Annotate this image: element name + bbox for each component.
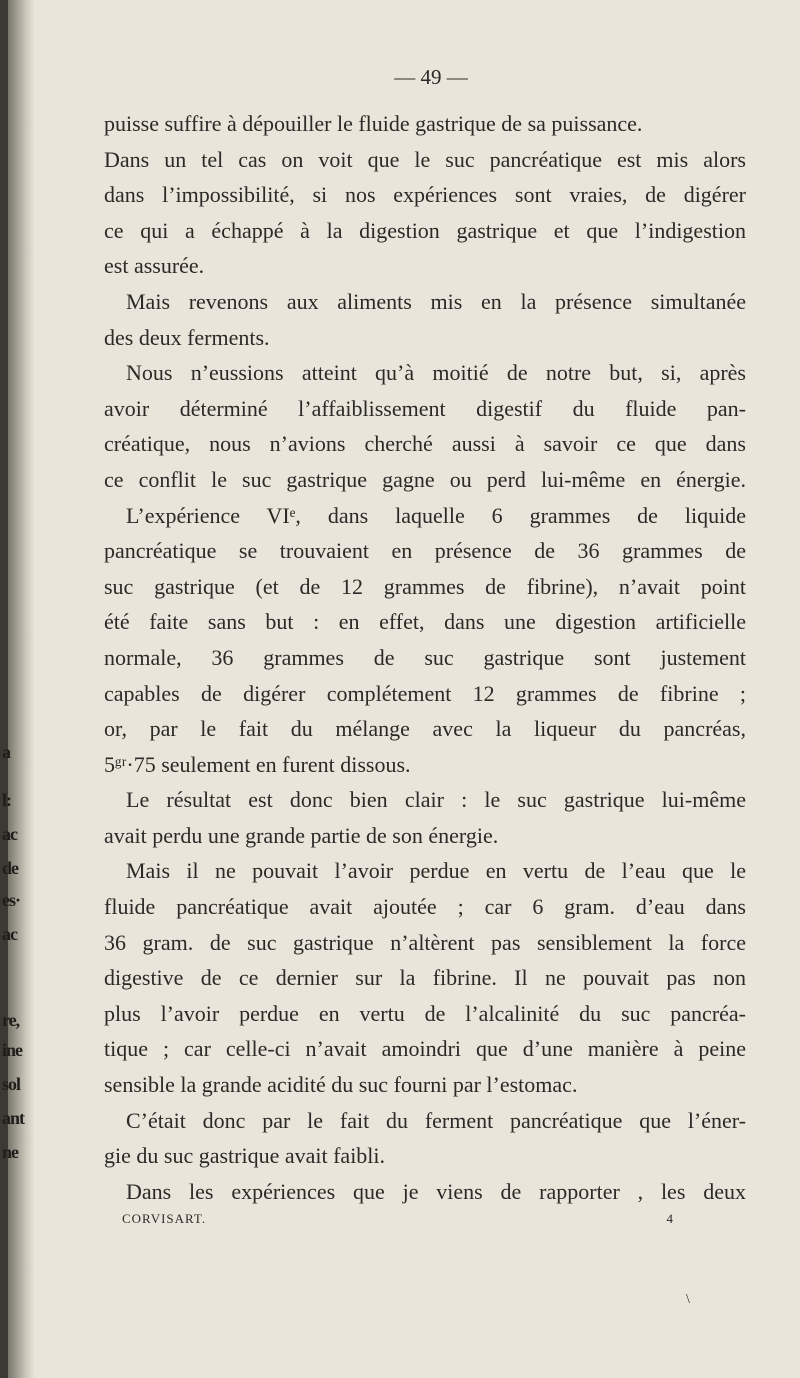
book-page <box>104 60 746 1227</box>
signature-mark: CORVISART. <box>122 1211 207 1227</box>
text-line: sensible la grande acidité du suc fourni par l’estomac. <box>104 1072 578 1098</box>
text-line: L’expérience VIᵉ, dans laquelle 6 grammes de liquide <box>126 502 746 528</box>
text-line: ce conflit le suc gastrique gagne ou perd lui-même en énergie. <box>104 466 746 492</box>
text-line: plus l’avoir perdue en vertu de l’alcalinité du suc pancréa- <box>104 1000 746 1026</box>
text-line: suc gastrique (et de 12 grammes de fibrine), n’avait point <box>104 573 746 599</box>
gutter-bleed-fragment: ine <box>2 1040 23 1060</box>
text-line: Mais revenons aux aliments mis en la présence simultanée <box>126 288 746 314</box>
text-line: capables de digérer complétement 12 grammes de fibrine ; <box>104 680 746 706</box>
text-line: été faite sans but : en effet, dans une digestion artificielle <box>104 609 746 635</box>
gutter-bleed-fragment: sol <box>2 1074 21 1094</box>
gutter-bleed-fragment: ac <box>2 924 17 944</box>
gutter-bleed-fragment: de <box>2 858 18 878</box>
text-line: digestive de ce dernier sur la fibrine. Il ne pouvait pas non <box>104 965 746 991</box>
page-number: — 49 — <box>394 65 468 89</box>
bottom-mark: \ <box>686 1292 690 1307</box>
text-line: Dans un tel cas on voit que le suc pancréatique est mis alors <box>104 146 746 172</box>
text-line: est assurée. <box>104 253 205 279</box>
gutter-bleed-fragment: ne <box>2 1142 18 1162</box>
gutter-bleed-fragment: a <box>2 742 10 762</box>
text-line: des deux ferments. <box>104 324 270 350</box>
text-line: C’était donc par le fait du ferment pancréatique que l’éner- <box>126 1107 746 1133</box>
gutter-bleed-fragment: l: <box>2 790 11 810</box>
body-text <box>104 106 746 1209</box>
text-line: gie du suc gastrique avait faibli. <box>104 1143 386 1169</box>
text-line: Dans les expériences que je viens de rapporter , les deux <box>126 1178 746 1204</box>
text-line: ce qui a échappé à la digestion gastrique et que l’indigestion <box>104 217 746 243</box>
text-line: puisse suffire à dépouiller le fluide gastrique de sa puissance. <box>104 111 643 136</box>
text-line: 36 gram. de suc gastrique n’altèrent pas sensiblement la force <box>104 929 746 955</box>
text-line: 5ᵍʳ·75 seulement en furent dissous. <box>104 751 411 777</box>
text-line: Mais il ne pouvait l’avoir perdue en vertu de l’eau que le <box>126 858 746 884</box>
text-line: avait perdu une grande partie de son énergie. <box>104 822 499 848</box>
sheet-number: 4 <box>666 1211 674 1227</box>
text-line: Nous n’eussions atteint qu’à moitié de notre but, si, après <box>126 360 746 386</box>
gutter-bleed-fragment: es· <box>2 890 20 910</box>
text-line: normale, 36 grammes de suc gastrique sont justement <box>104 644 746 670</box>
gutter-bleed-fragment: ant <box>2 1108 25 1128</box>
page-footer <box>104 1211 746 1227</box>
gutter-bleed-fragment: ac <box>2 824 17 844</box>
text-line: avoir déterminé l’affaiblissement digestif du fluide pan- <box>104 395 746 421</box>
text-line: tique ; car celle-ci n’avait amoindri que d’une manière à peine <box>104 1036 746 1062</box>
text-line: pancréatique se trouvaient en présence de 36 grammes de <box>104 538 746 564</box>
text-line: or, par le fait du mélange avec la liqueur du pancréas, <box>104 716 746 742</box>
text-line: fluide pancréatique avait ajoutée ; car 6 gram. d’eau dans <box>104 894 746 920</box>
gutter-bleed-fragment: re, <box>2 1010 20 1030</box>
text-line: Le résultat est donc bien clair : le suc gastrique lui-même <box>126 787 746 813</box>
text-line: créatique, nous n’avions cherché aussi à savoir ce que dans <box>104 431 746 457</box>
text-line: dans l’impossibilité, si nos expériences sont vraies, de digérer <box>104 182 746 208</box>
binding-edge <box>0 0 8 1378</box>
